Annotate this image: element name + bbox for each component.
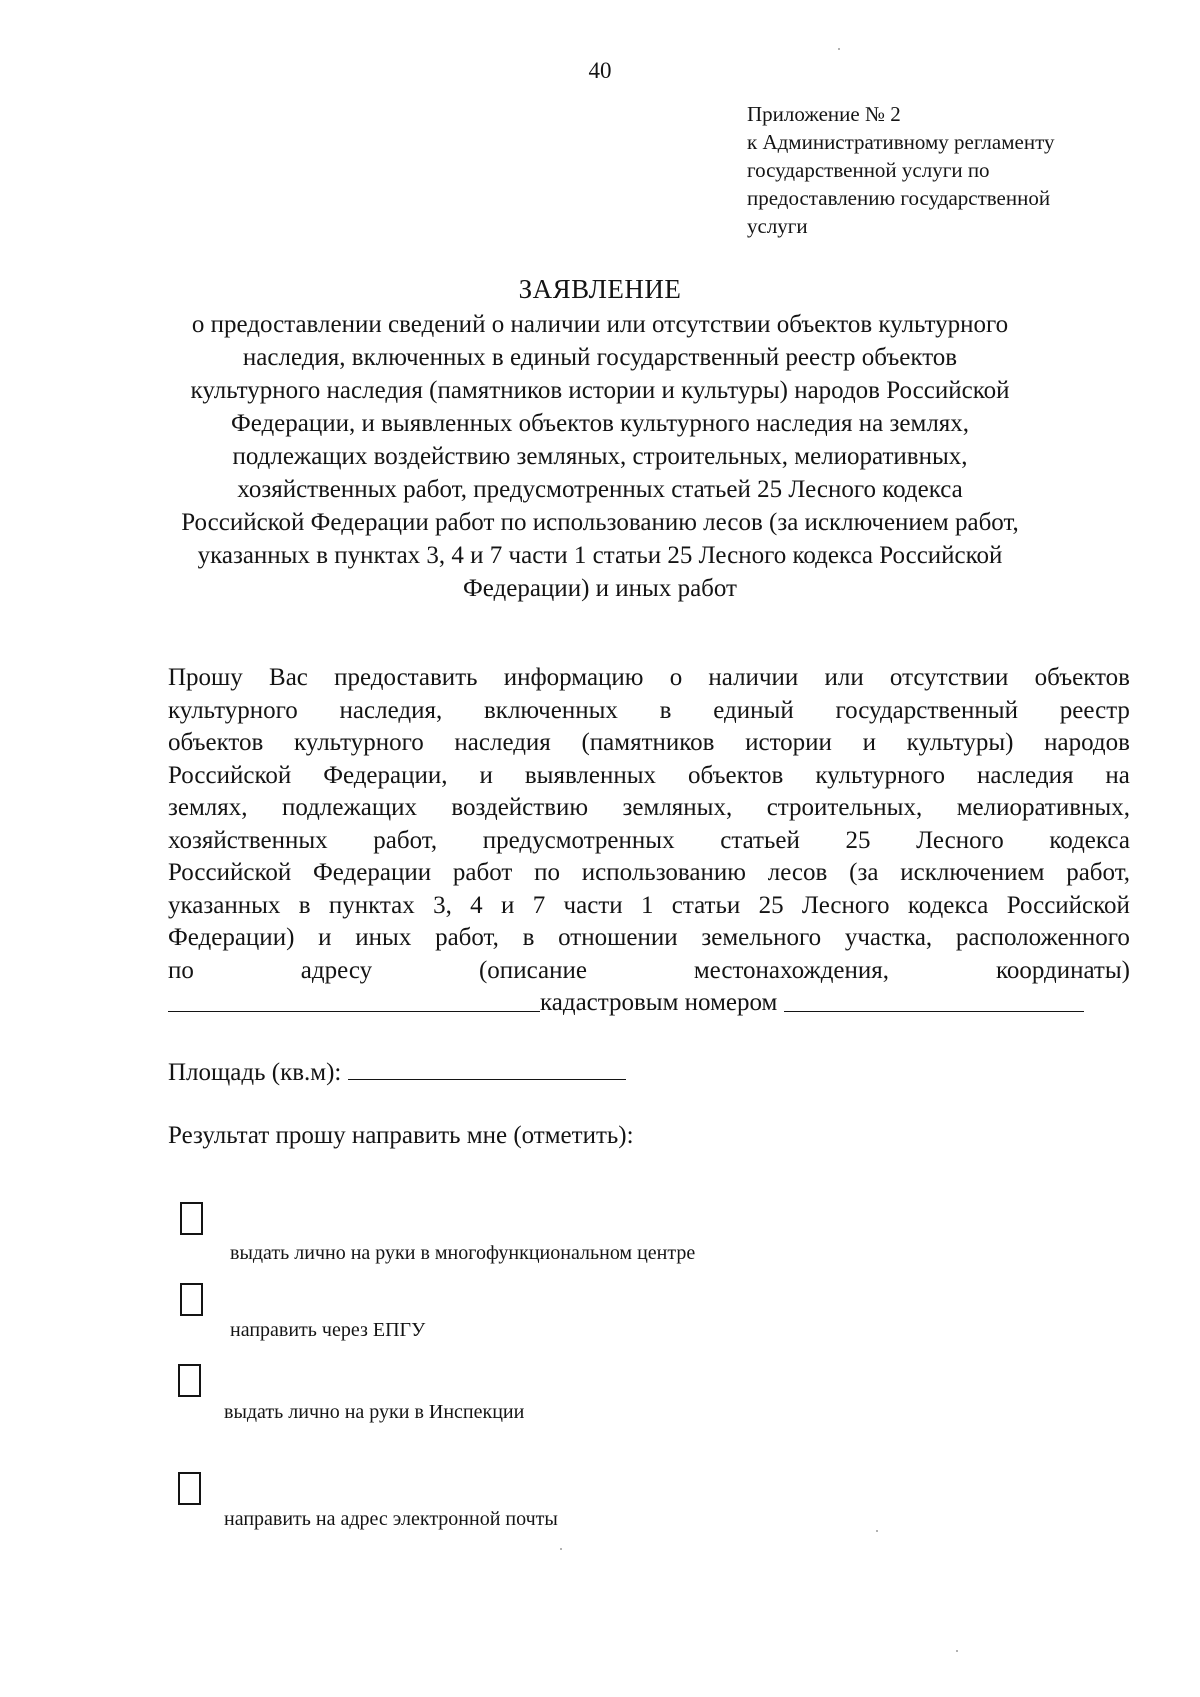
request-word: реестр [1059,696,1130,724]
request-word: кодекса [1049,826,1130,854]
request-word: Лесного [916,826,1004,854]
request-word: статьи [671,891,741,919]
request-word: выявленных [524,761,657,789]
request-word: местонахождения, [693,956,890,984]
address-blank[interactable] [168,987,540,1012]
request-word: в [659,696,672,724]
request-word: о [669,664,683,691]
scan-speck [838,48,840,50]
request-word: объектов [168,729,264,756]
request-word: (памятников [581,729,715,756]
request-word: работ [452,859,513,886]
request-word: Российской [168,859,292,886]
request-word: информацию [503,664,644,691]
request-word: государственный [835,696,1018,724]
request-word: участка, [844,924,933,951]
subtitle-line: Российской Федерации работ по использованию лесов (за исключением работ, [181,509,1019,536]
subtitle-line: о предоставлении сведений о наличии или отсутствии объектов культурного [191,311,1009,338]
request-line [168,760,1130,793]
request-word: истории [745,729,832,756]
request-word: 3, [433,891,452,919]
request-line [168,955,1130,988]
area-row [168,1055,626,1087]
request-lines [168,662,1130,987]
request-word: наследия [454,729,551,756]
request-word: землях, [168,794,248,821]
option-checkbox-mfc[interactable] [180,1202,203,1235]
request-word: отсутствии [889,664,1009,691]
request-word: 25 [845,826,871,854]
request-word: и [501,891,515,919]
request-word: в [522,924,535,951]
request-word: 4 [470,891,483,919]
request-word: культуры) [906,729,1014,756]
appendix-line: к Административному регламенту [747,130,1055,154]
request-word: или [824,664,864,691]
request-word: объектов [688,761,784,789]
request-word: на [1105,761,1130,789]
request-word: по [168,956,194,984]
request-word: и [318,924,332,951]
request-word: 1 [640,891,654,919]
request-word: культурного [294,729,424,756]
request-word: кодекса [907,891,989,919]
option-label-inspection: выдать лично на руки в Инспекции [224,1401,525,1423]
area-blank[interactable] [348,1055,626,1080]
request-word: отношении [558,924,678,951]
request-word: 25 [758,891,784,919]
request-word: мелиоративных, [956,794,1130,821]
subtitle-line: Федерации) и иных работ [463,575,737,602]
request-word: единый [713,696,794,724]
subtitle-line: наследия, включенных в единый государственный реестр объектов [242,344,958,371]
request-word: объектов [1034,664,1130,691]
scan-speck [876,1530,878,1532]
cadastral-number-blank[interactable] [784,987,1084,1012]
request-word: Российской [1006,891,1130,919]
appendix-line: услуги [747,214,808,238]
option-label-email: направить на адрес электронной почты [224,1508,558,1530]
request-line [168,922,1130,955]
request-word: предусмотренных [482,826,675,854]
request-word: Федерации, [323,761,448,789]
subtitle-line: культурного наследия (памятников истории и культуры) народов Российской [190,377,1010,404]
request-line [168,792,1130,825]
request-word: (описание [478,956,587,984]
request-word: включенных [484,696,618,724]
request-word: использованию [581,859,746,886]
page-number: 40 [588,58,612,83]
request-word: земляных, [622,794,733,821]
request-word: Федерации) [168,924,295,951]
request-word: Прошу [168,664,243,691]
request-line [168,662,1130,695]
request-word: подлежащих [282,794,417,821]
request-word: народов [1044,729,1130,756]
request-word: Вас [269,664,308,691]
request-word: земельного [701,924,822,951]
request-line [168,857,1130,890]
scan-speck [560,1548,562,1550]
request-word: культурного [168,696,298,724]
request-word: и [479,761,493,789]
request-word: лесов [767,859,828,886]
request-word: наличии [708,664,799,691]
request-word: Лесного [801,891,890,919]
request-word: статьей [720,826,800,854]
appendix-line: Приложение № 2 [747,102,901,126]
request-word: иных [355,924,412,951]
request-word: (за [849,859,879,886]
request-word: части [563,891,623,919]
request-word: в [298,891,311,919]
request-line [168,825,1130,858]
request-word: работ, [1066,859,1130,886]
request-paragraph [168,662,1130,1020]
request-word: строительных, [766,794,923,821]
request-word: хозяйственных [168,826,328,854]
request-word: предоставить [334,664,478,691]
request-word: Федерации [313,859,432,886]
request-word: по [534,859,560,886]
request-word: координаты) [995,956,1130,984]
option-label-mfc: выдать лично на руки в многофункциональном центре [230,1242,696,1264]
appendix-note [747,100,1177,240]
option-label-epgu: направить через ЕПГУ [230,1319,426,1341]
result-delivery-label: Результат прошу направить мне (отметить): [168,1122,634,1149]
appendix-line: предоставлению государственной [747,186,1051,210]
request-word: 7 [532,891,546,919]
appendix-line: государственной услуги по [747,158,990,182]
option-checkbox-inspection[interactable] [178,1364,201,1397]
option-checkbox-epgu[interactable] [180,1283,203,1316]
scan-speck [956,1650,958,1652]
request-line [168,890,1130,923]
request-word: пунктах [328,891,415,919]
option-checkbox-email[interactable] [178,1472,201,1505]
request-word: и [862,729,876,756]
document-subtitle [0,308,1200,605]
area-label: Площадь (кв.м): [168,1059,342,1086]
document-title: ЗАЯВЛЕНИЕ [518,274,682,304]
request-line [168,695,1130,728]
request-word: наследия [977,761,1074,789]
request-word: исключением [900,859,1045,886]
request-word: Российской [168,761,292,789]
subtitle-line: хозяйственных работ, предусмотренных статьей 25 Лесного кодекса [237,476,963,503]
request-word: культурного [815,761,946,789]
subtitle-line: Федерации, и выявленных объектов культурного наследия на землях, [230,410,970,437]
request-word: работ, [435,924,499,951]
subtitle-line: подлежащих воздействию земляных, строительных, мелиоративных, [232,443,968,470]
request-word: воздействию [451,794,589,821]
request-word: работ, [373,826,438,854]
request-word: указанных [168,891,281,919]
subtitle-line: указанных в пунктах 3, 4 и 7 части 1 статьи 25 Лесного кодекса Российской [197,542,1003,569]
request-word: адресу [300,956,373,984]
request-line [168,727,1130,760]
request-word: наследия, [339,696,443,724]
cadastral-label: кадастровым номером [540,989,778,1016]
request-cadastral-line [168,987,1130,1020]
request-word: расположенного [955,924,1130,951]
